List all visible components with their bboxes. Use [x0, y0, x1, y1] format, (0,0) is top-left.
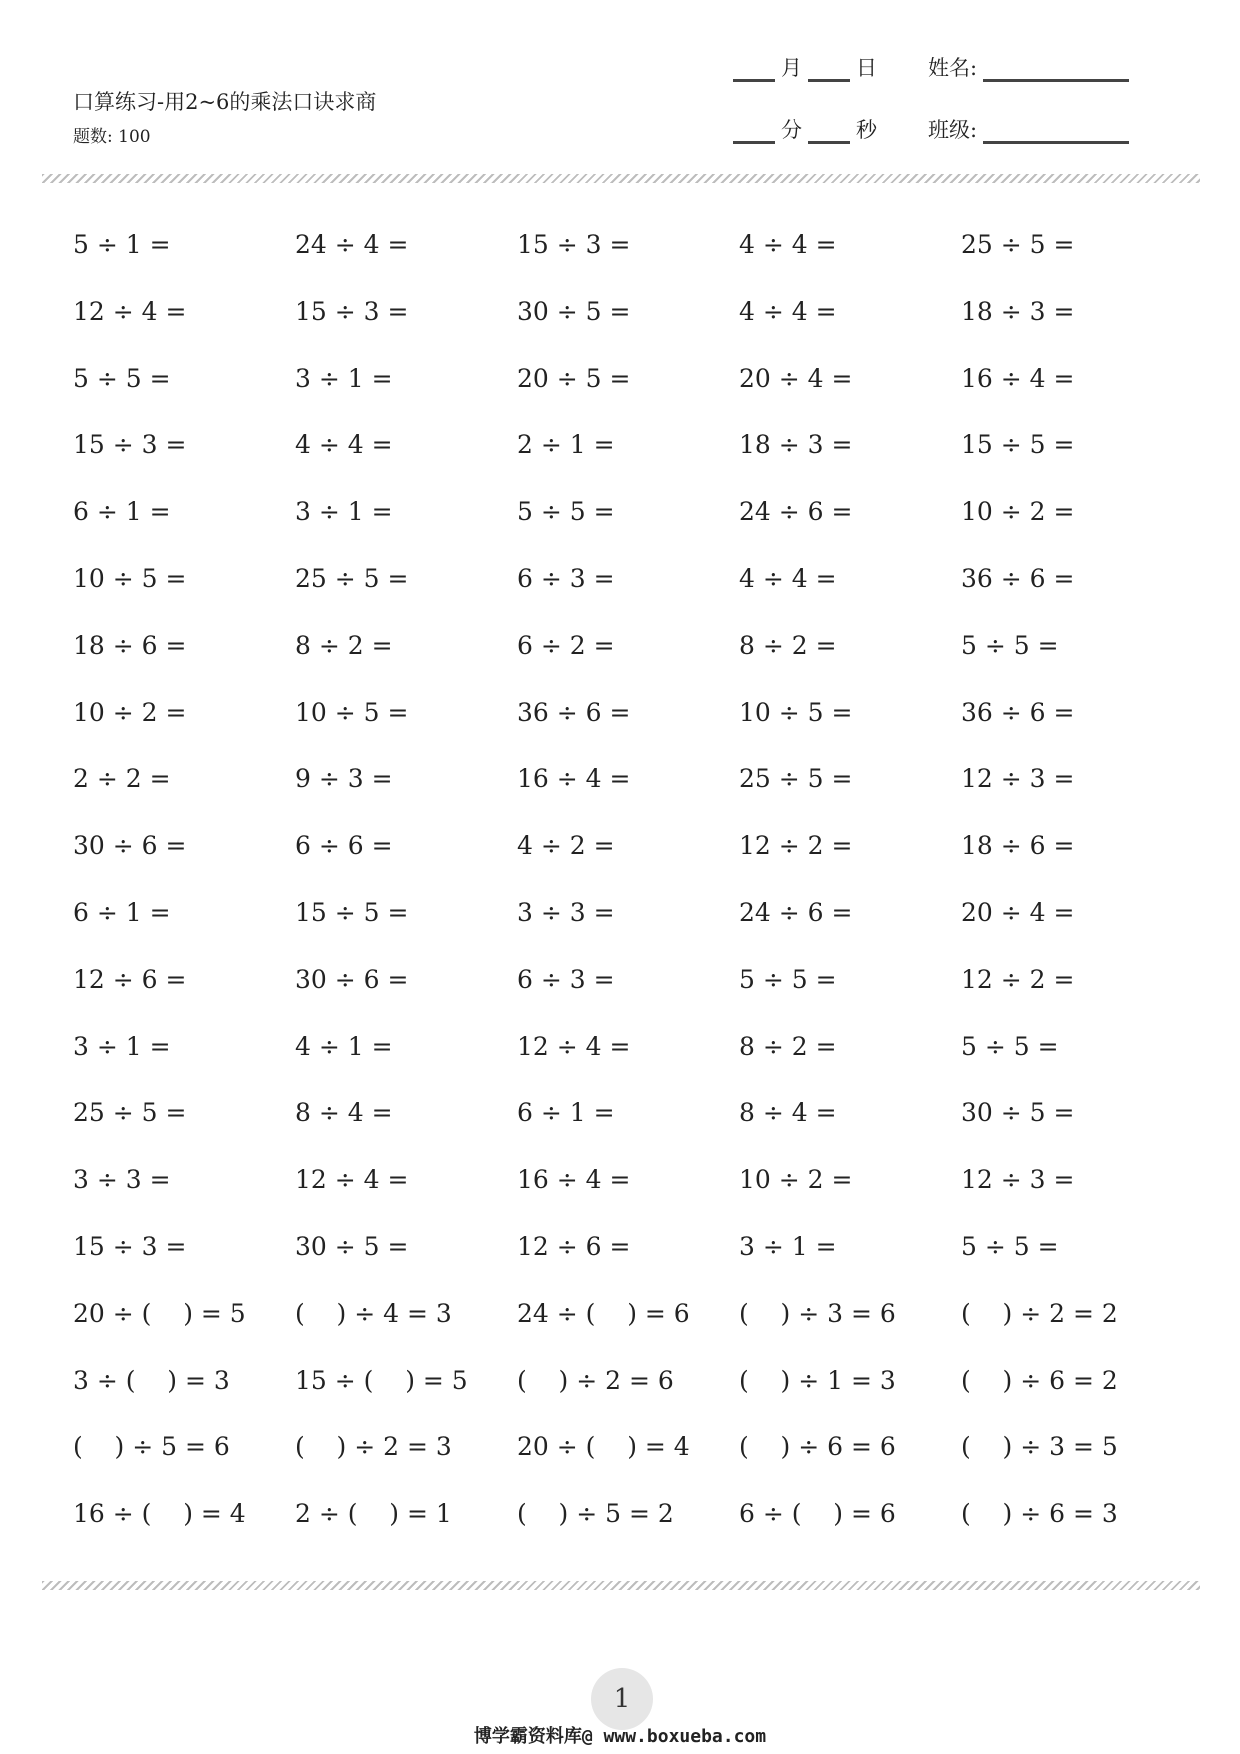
problem-row [73, 497, 1183, 564]
problem-item: 5 ÷ 5 = [961, 1031, 1059, 1061]
problem-item: 12 ÷ 6 = [517, 1231, 631, 1261]
problem-item: 15 ÷ 3 = [517, 230, 631, 259]
problem-item: ( ) ÷ 6 = 6 [739, 1432, 896, 1462]
problem-item: ( ) ÷ 5 = 2 [517, 1499, 674, 1529]
problem-item: 24 ÷ 6 = [739, 497, 853, 527]
problem-item: 3 ÷ 3 = [517, 897, 615, 927]
problem-item: 4 ÷ 1 = [295, 1031, 393, 1061]
problem-item: 5 ÷ 5 = [739, 964, 837, 994]
problem-item: 5 ÷ 5 = [73, 363, 171, 393]
problem-row [73, 965, 1183, 1032]
problem-item: ( ) ÷ 3 = 5 [961, 1432, 1118, 1462]
problem-item: 25 ÷ 5 = [739, 764, 853, 794]
problem-item: 10 ÷ 5 = [295, 697, 409, 727]
problem-row [73, 1499, 1183, 1566]
problem-item: 20 ÷ 4 = [739, 363, 853, 393]
problem-item: 25 ÷ 5 = [961, 230, 1075, 259]
problem-row [73, 230, 1183, 297]
problem-item: 3 ÷ 1 = [739, 1231, 837, 1261]
problem-item: 10 ÷ 2 = [73, 697, 187, 727]
problem-item: 5 ÷ 5 = [961, 1231, 1059, 1261]
problem-row [73, 1299, 1183, 1366]
problem-item: 8 ÷ 4 = [295, 1098, 393, 1128]
problem-row [73, 564, 1183, 631]
problem-item: 16 ÷ 4 = [517, 764, 631, 794]
problem-row [73, 898, 1183, 965]
problem-item: 6 ÷ 3 = [517, 964, 615, 994]
problem-row [73, 364, 1183, 431]
problem-item: 6 ÷ 2 = [517, 630, 615, 660]
problem-item: 5 ÷ 1 = [73, 230, 171, 259]
problem-item: 36 ÷ 6 = [961, 697, 1075, 727]
problem-item: 4 ÷ 2 = [517, 831, 615, 861]
problem-item: 6 ÷ 3 = [517, 563, 615, 593]
problem-count: 题数: 100 [73, 127, 151, 147]
problem-item: 3 ÷ 1 = [295, 363, 393, 393]
problem-row [73, 1366, 1183, 1433]
problem-item: 2 ÷ ( ) = 1 [295, 1499, 452, 1529]
class-blank[interactable] [983, 140, 1129, 144]
problem-item: 15 ÷ ( ) = 5 [295, 1365, 468, 1395]
problem-item: 12 ÷ 2 = [961, 964, 1075, 994]
problem-item: 30 ÷ 5 = [517, 296, 631, 326]
minute-label: 分 [781, 118, 802, 142]
second-label: 秒 [856, 118, 877, 142]
problem-item: 15 ÷ 3 = [73, 430, 187, 460]
problem-row [73, 631, 1183, 698]
problem-item: ( ) ÷ 3 = 6 [739, 1298, 896, 1328]
second-blank[interactable] [808, 140, 850, 144]
problem-item: 12 ÷ 6 = [73, 964, 187, 994]
problem-item: 25 ÷ 5 = [295, 563, 409, 593]
problem-item: 20 ÷ 4 = [961, 897, 1075, 927]
problem-item: ( ) ÷ 6 = 3 [961, 1499, 1118, 1529]
problem-item: 36 ÷ 6 = [961, 563, 1075, 593]
name-blank[interactable] [983, 78, 1129, 82]
problem-item: 8 ÷ 2 = [739, 1031, 837, 1061]
problem-item: 12 ÷ 4 = [73, 296, 187, 326]
problem-item: 18 ÷ 6 = [73, 630, 187, 660]
problem-item: 16 ÷ ( ) = 4 [73, 1499, 246, 1529]
problem-item: 3 ÷ ( ) = 3 [73, 1365, 230, 1395]
problem-item: 20 ÷ 5 = [517, 363, 631, 393]
problem-item: 20 ÷ ( ) = 5 [73, 1298, 246, 1328]
problem-item: 10 ÷ 5 = [73, 563, 187, 593]
problem-item: 25 ÷ 5 = [73, 1098, 187, 1128]
problem-item: 8 ÷ 4 = [739, 1098, 837, 1128]
problem-item: 3 ÷ 1 = [295, 497, 393, 527]
problem-item: 6 ÷ 1 = [73, 497, 171, 527]
problem-item: 4 ÷ 4 = [295, 430, 393, 460]
problem-row [73, 1098, 1183, 1165]
problem-item: 24 ÷ 6 = [739, 897, 853, 927]
problem-row [73, 1165, 1183, 1232]
problem-item: 20 ÷ ( ) = 4 [517, 1432, 690, 1462]
month-label: 月 [781, 56, 802, 80]
problem-item: 3 ÷ 1 = [73, 1031, 171, 1061]
problem-item: 15 ÷ 3 = [73, 1231, 187, 1261]
problem-grid [73, 230, 1183, 1566]
problem-item: 12 ÷ 2 = [739, 831, 853, 861]
problem-item: ( ) ÷ 6 = 2 [961, 1365, 1118, 1395]
problem-item: 12 ÷ 3 = [961, 764, 1075, 794]
problem-item: 3 ÷ 3 = [73, 1165, 171, 1195]
month-blank[interactable] [733, 78, 775, 82]
problem-item: 18 ÷ 3 = [739, 430, 853, 460]
problem-row [73, 764, 1183, 831]
time-field [727, 114, 877, 144]
problem-row [73, 430, 1183, 497]
day-label: 日 [856, 56, 877, 80]
problem-item: 15 ÷ 5 = [295, 897, 409, 927]
problem-item: 30 ÷ 6 = [295, 964, 409, 994]
problem-row [73, 831, 1183, 898]
problem-item: 30 ÷ 6 = [73, 831, 187, 861]
problem-item: 15 ÷ 5 = [961, 430, 1075, 460]
date-field [727, 52, 877, 82]
problem-item: 6 ÷ 1 = [73, 897, 171, 927]
problem-row [73, 1032, 1183, 1099]
problem-item: ( ) ÷ 4 = 3 [295, 1298, 452, 1328]
problem-row [73, 297, 1183, 364]
problem-item: 15 ÷ 3 = [295, 296, 409, 326]
problem-item: 6 ÷ ( ) = 6 [739, 1499, 896, 1529]
minute-blank[interactable] [733, 140, 775, 144]
problem-item: 36 ÷ 6 = [517, 697, 631, 727]
problem-item: ( ) ÷ 2 = 2 [961, 1298, 1118, 1328]
problem-item: 2 ÷ 1 = [517, 430, 615, 460]
problem-item: 18 ÷ 6 = [961, 831, 1075, 861]
problem-item: 16 ÷ 4 = [517, 1165, 631, 1195]
problem-item: 24 ÷ 4 = [295, 230, 409, 259]
problem-item: ( ) ÷ 5 = 6 [73, 1432, 230, 1462]
class-label: 班级: [928, 118, 978, 142]
problem-item: 8 ÷ 2 = [295, 630, 393, 660]
problem-item: 16 ÷ 4 = [961, 363, 1075, 393]
problem-item: 4 ÷ 4 = [739, 230, 837, 259]
problem-row [73, 1432, 1183, 1499]
bottom-divider [42, 1581, 1200, 1590]
problem-item: 6 ÷ 6 = [295, 831, 393, 861]
problem-item: 4 ÷ 4 = [739, 296, 837, 326]
top-divider [42, 174, 1200, 183]
problem-item: 30 ÷ 5 = [295, 1231, 409, 1261]
problem-item: ( ) ÷ 2 = 6 [517, 1365, 674, 1395]
problem-item: 2 ÷ 2 = [73, 764, 171, 794]
problem-item: 10 ÷ 5 = [739, 697, 853, 727]
problem-item: 24 ÷ ( ) = 6 [517, 1298, 690, 1328]
problem-item: 10 ÷ 2 = [739, 1165, 853, 1195]
name-label: 姓名: [928, 56, 978, 80]
page-number: 1 [591, 1668, 653, 1730]
problem-item: 30 ÷ 5 = [961, 1098, 1075, 1128]
problem-item: 12 ÷ 4 = [517, 1031, 631, 1061]
problem-item: 12 ÷ 3 = [961, 1165, 1075, 1195]
footer-source: 博学霸资料库@ www.boxueba.com [473, 1726, 767, 1747]
name-field [928, 52, 1129, 82]
problem-item: 5 ÷ 5 = [961, 630, 1059, 660]
problem-item: 8 ÷ 2 = [739, 630, 837, 660]
problem-item: 18 ÷ 3 = [961, 296, 1075, 326]
problem-item: 5 ÷ 5 = [517, 497, 615, 527]
problem-item: 12 ÷ 4 = [295, 1165, 409, 1195]
problem-item: 9 ÷ 3 = [295, 764, 393, 794]
problem-item: 4 ÷ 4 = [739, 563, 837, 593]
problem-item: 6 ÷ 1 = [517, 1098, 615, 1128]
day-blank[interactable] [808, 78, 850, 82]
problem-item: ( ) ÷ 2 = 3 [295, 1432, 452, 1462]
problem-row [73, 1232, 1183, 1299]
worksheet-title: 口算练习-用2~6的乘法口诀求商 [73, 90, 377, 114]
class-field [928, 114, 1129, 144]
problem-row [73, 698, 1183, 765]
problem-item: 10 ÷ 2 = [961, 497, 1075, 527]
problem-item: ( ) ÷ 1 = 3 [739, 1365, 896, 1395]
